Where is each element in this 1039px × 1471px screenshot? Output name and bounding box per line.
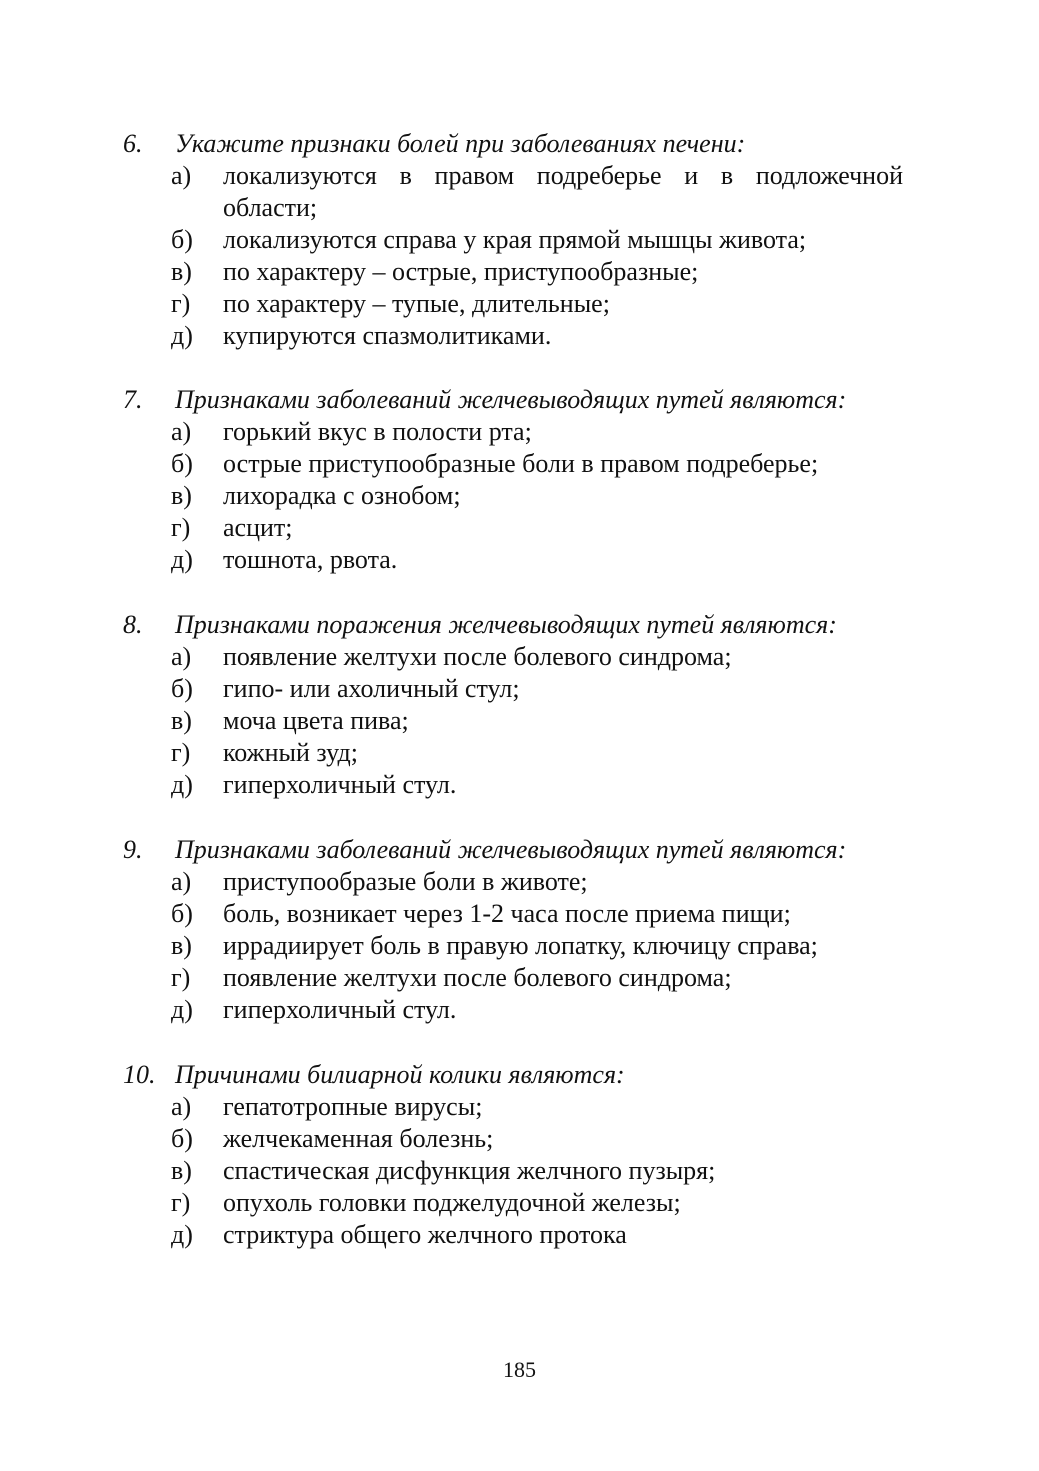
option-text: боль, возникает через 1-2 часа после приема пищи; — [223, 899, 791, 928]
option-letter: д) — [171, 545, 193, 574]
question-7 — [123, 384, 903, 576]
answer-option — [171, 544, 903, 576]
option-letter: а) — [171, 867, 192, 896]
answer-option — [171, 930, 903, 962]
option-letter: б) — [171, 899, 193, 928]
option-text: лихорадка с ознобом; — [223, 481, 461, 510]
question-header — [123, 128, 903, 160]
option-text: горький вкус в полости рта; — [223, 417, 532, 446]
answer-option — [171, 160, 903, 224]
option-letter: г) — [171, 289, 191, 318]
answer-option — [171, 898, 903, 930]
question-8 — [123, 609, 903, 801]
option-letter: г) — [171, 963, 191, 992]
question-header — [123, 834, 903, 866]
answer-option — [171, 641, 903, 673]
question-text: Признаками поражения желчевыводящих путей являются: — [175, 610, 837, 639]
option-letter: б) — [171, 1124, 193, 1153]
question-header — [123, 609, 903, 641]
answer-option — [171, 962, 903, 994]
option-text: локализуются в правом подреберье и в подложечной области; — [223, 161, 903, 222]
answer-option — [171, 1187, 903, 1219]
answer-option — [171, 1219, 903, 1251]
question-number: 7. — [123, 385, 143, 414]
option-text: купируются спазмолитиками. — [223, 321, 552, 350]
answer-option — [171, 512, 903, 544]
answer-option — [171, 994, 903, 1026]
option-letter: д) — [171, 995, 193, 1024]
answer-option — [171, 769, 903, 801]
option-text: стриктура общего желчного протока — [223, 1220, 627, 1249]
option-text: кожный зуд; — [223, 738, 358, 767]
option-letter: г) — [171, 1188, 191, 1217]
answer-option — [171, 1155, 903, 1187]
option-letter: а) — [171, 642, 192, 671]
option-text: по характеру – тупые, длительные; — [223, 289, 610, 318]
option-letter: в) — [171, 257, 192, 286]
option-letter: д) — [171, 1220, 193, 1249]
question-6 — [123, 128, 903, 352]
question-text: Причинами билиарной колики являются: — [175, 1060, 625, 1089]
question-number: 10. — [123, 1060, 156, 1089]
option-letter: б) — [171, 674, 193, 703]
option-text: опухоль головки поджелудочной железы; — [223, 1188, 681, 1217]
answer-option — [171, 288, 903, 320]
answer-option — [171, 224, 903, 256]
option-letter: д) — [171, 770, 193, 799]
option-text: спастическая дисфункция желчного пузыря; — [223, 1156, 716, 1185]
option-letter: г) — [171, 513, 191, 542]
option-text: моча цвета пива; — [223, 706, 409, 735]
page-number: 185 — [503, 1357, 536, 1382]
option-text: иррадиирует боль в правую лопатку, ключицу справа; — [223, 931, 818, 960]
answer-option — [171, 1123, 903, 1155]
answer-option — [171, 866, 903, 898]
question-text: Признаками заболеваний желчевыводящих путей являются: — [175, 385, 847, 414]
option-letter: в) — [171, 1156, 192, 1185]
option-letter: б) — [171, 449, 193, 478]
option-text: по характеру – острые, приступообразные; — [223, 257, 699, 286]
question-header — [123, 384, 903, 416]
answer-option — [171, 320, 903, 352]
answer-option — [171, 480, 903, 512]
question-text: Признаками заболеваний желчевыводящих путей являются: — [175, 835, 847, 864]
option-text: гиперхоличный стул. — [223, 995, 457, 1024]
answer-option — [171, 673, 903, 705]
answer-option — [171, 256, 903, 288]
option-text: гиперхоличный стул. — [223, 770, 457, 799]
option-text: появление желтухи после болевого синдрома; — [223, 963, 732, 992]
question-10 — [123, 1059, 903, 1251]
option-letter: б) — [171, 225, 193, 254]
option-text: желчекаменная болезнь; — [223, 1124, 494, 1153]
option-text: тошнота, рвота. — [223, 545, 398, 574]
option-letter: в) — [171, 706, 192, 735]
question-number: 6. — [123, 129, 143, 158]
question-header — [123, 1059, 903, 1091]
option-text: локализуются справа у края прямой мышцы живота; — [223, 225, 807, 254]
answer-option — [171, 416, 903, 448]
option-text: гепатотропные вирусы; — [223, 1092, 483, 1121]
option-letter: в) — [171, 481, 192, 510]
question-9 — [123, 834, 903, 1026]
option-letter: в) — [171, 931, 192, 960]
answer-option — [171, 1091, 903, 1123]
question-text: Укажите признаки болей при заболеваниях печени: — [175, 129, 746, 158]
option-text: приступообразые боли в животе; — [223, 867, 588, 896]
option-text: появление желтухи после болевого синдрома; — [223, 642, 732, 671]
option-text: гипо- или ахоличный стул; — [223, 674, 520, 703]
answer-option — [171, 737, 903, 769]
option-letter: г) — [171, 738, 191, 767]
option-letter: а) — [171, 417, 192, 446]
option-text: асцит; — [223, 513, 293, 542]
option-letter: д) — [171, 321, 193, 350]
question-number: 9. — [123, 835, 143, 864]
answer-option — [171, 448, 903, 480]
option-letter: а) — [171, 1092, 192, 1121]
option-text: острые приступообразные боли в правом подреберье; — [223, 449, 819, 478]
answer-option — [171, 705, 903, 737]
question-number: 8. — [123, 610, 143, 639]
option-letter: а) — [171, 161, 192, 190]
